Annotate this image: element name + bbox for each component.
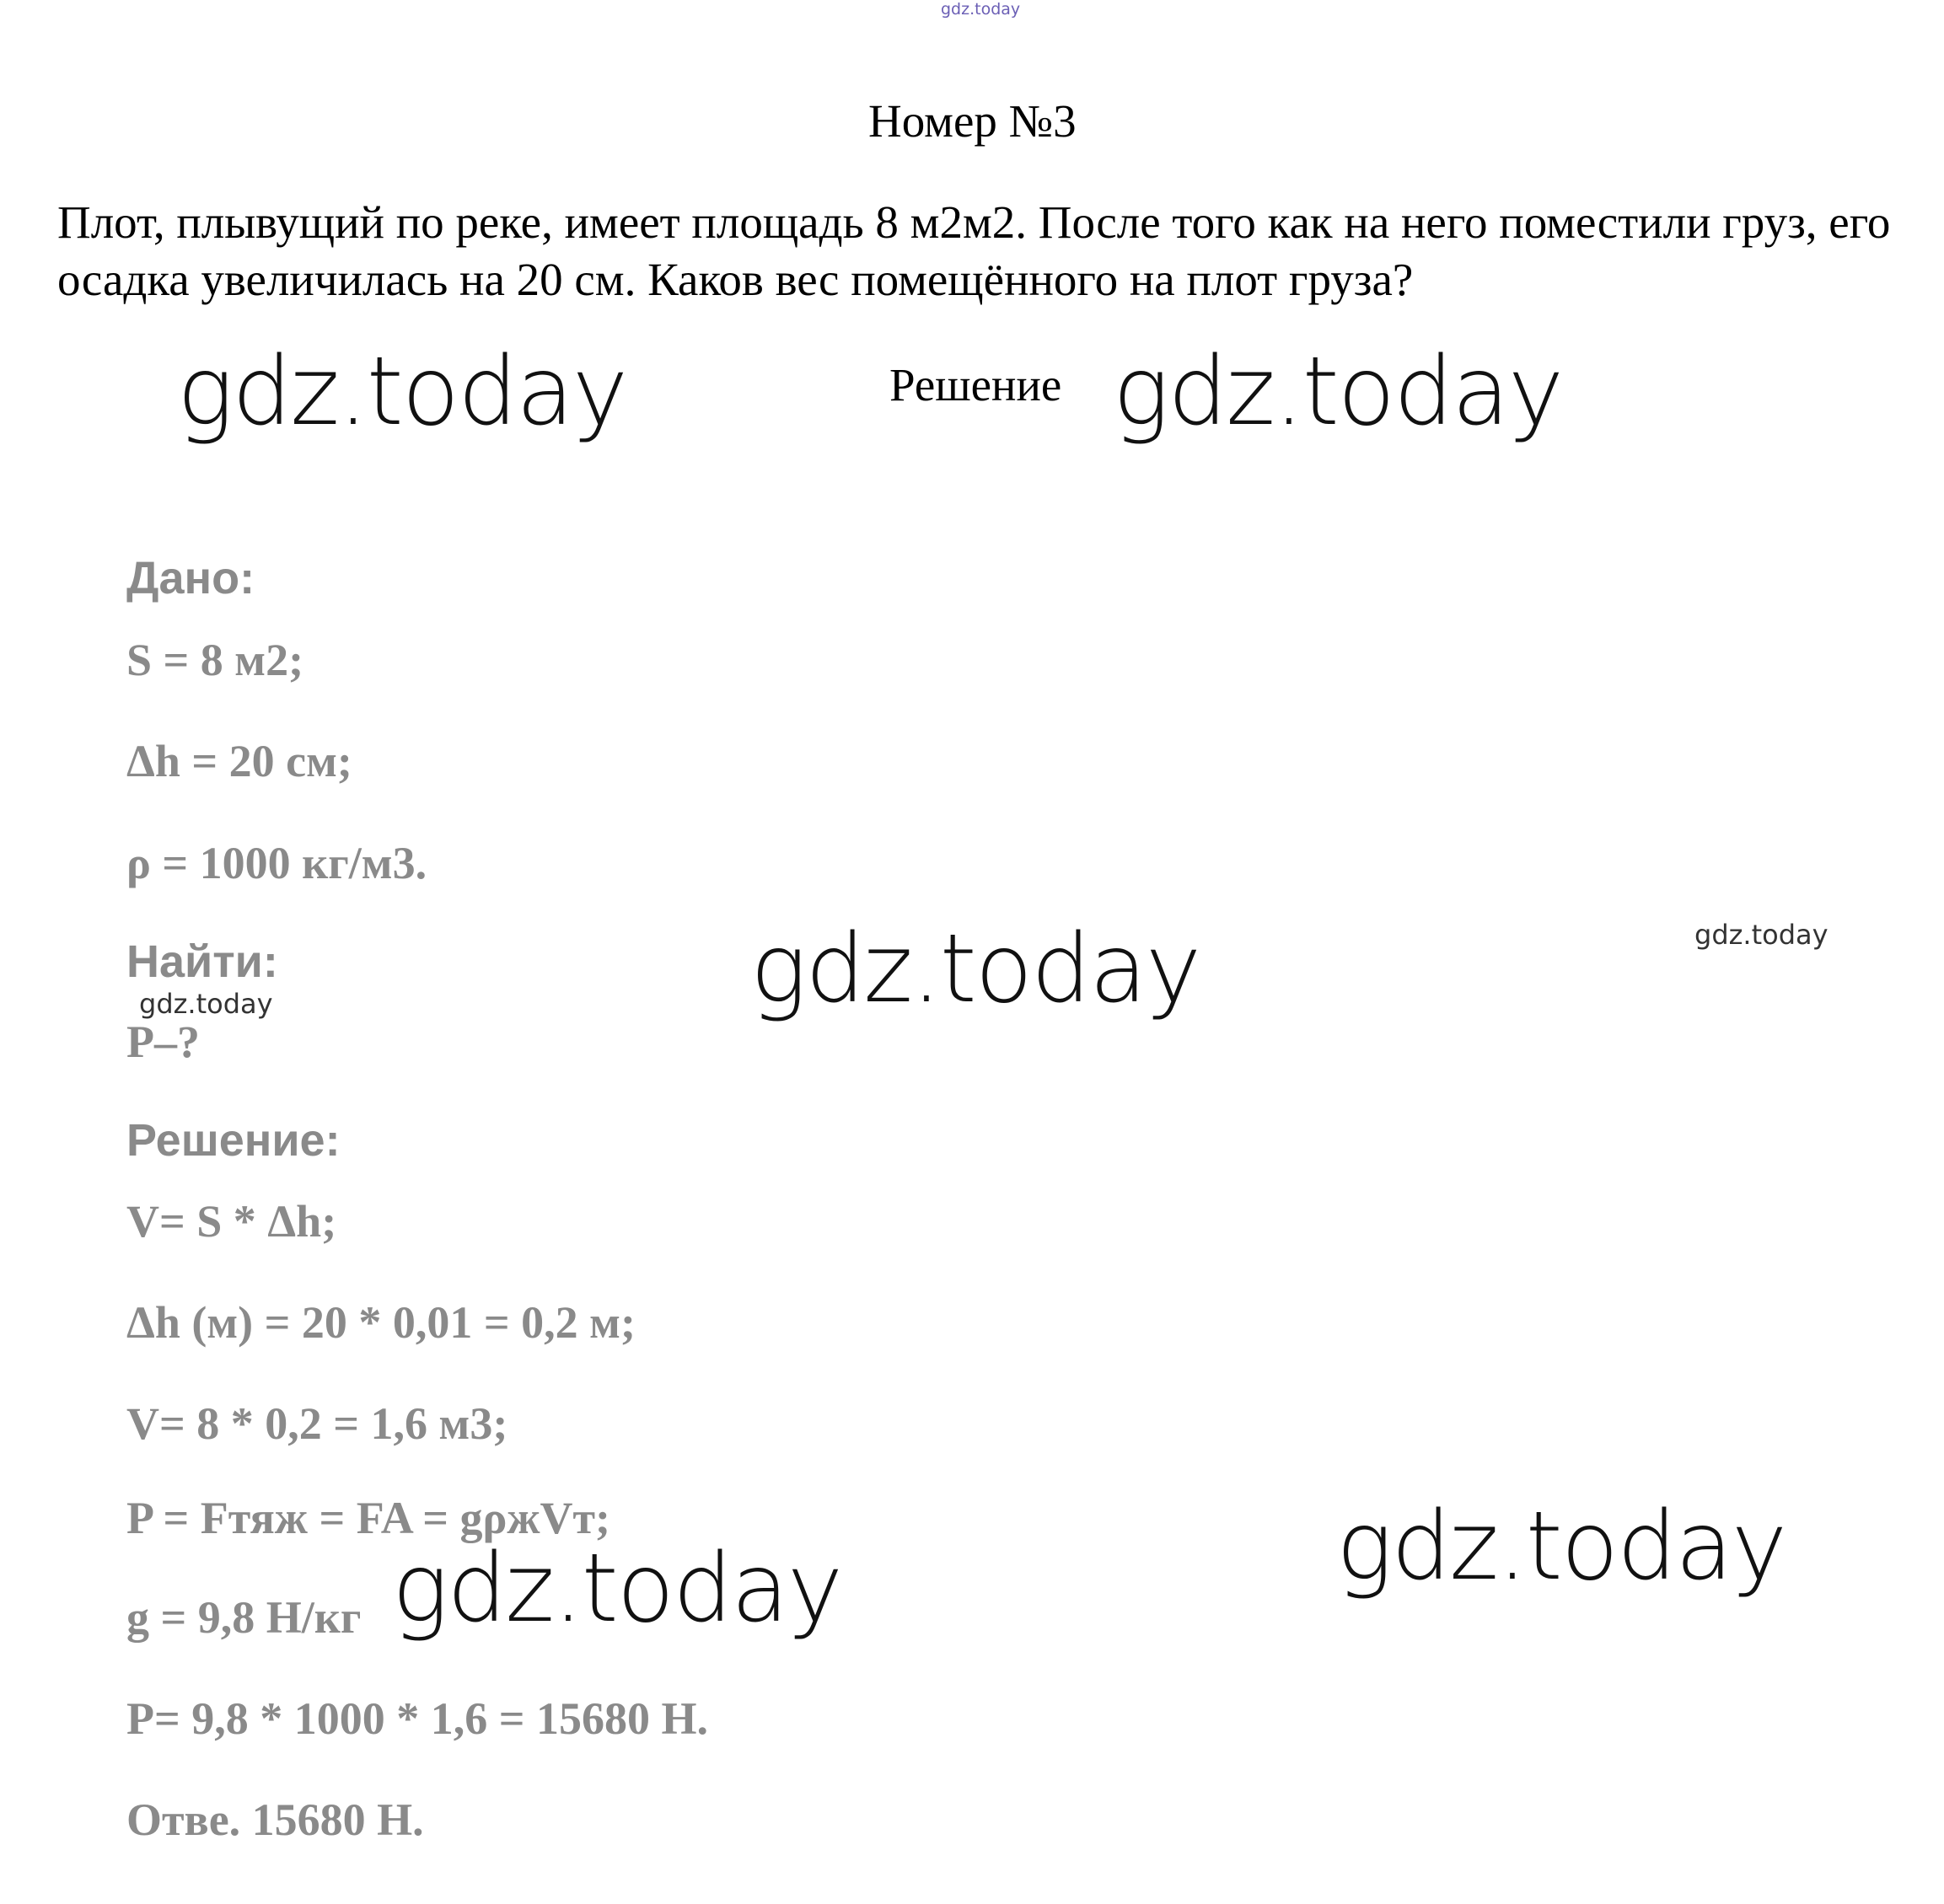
draft-conversion: Δh (м) = 20 * 0,01 = 0,2 м;: [126, 1297, 636, 1348]
weight-formula: P = Fтяж = FA = gρжVт;: [126, 1493, 611, 1543]
solution-label: Решение:: [126, 1115, 341, 1166]
weight-value: P= 9,8 * 1000 * 1,6 = 15680 Н.: [126, 1693, 709, 1744]
given-area: S = 8 м2;: [126, 635, 304, 685]
volume-formula: V= S * Δh;: [126, 1196, 337, 1247]
watermark-top: gdz.today: [941, 0, 1021, 19]
answer: Отве. 15680 Н.: [126, 1794, 424, 1845]
watermark-small-2: gdz.today: [139, 988, 273, 1020]
given-draft-change: Δh = 20 см;: [126, 736, 352, 786]
page-title: Номер №3: [868, 95, 1077, 147]
find-weight: P–?: [126, 1016, 200, 1067]
problem-text: Плот, плывущий по реке, имеет площадь 8 м2м2. После того как на него поместили груз, его осадка увеличилась на 20 см. Каков вес помещённого на плот груза?: [57, 196, 1891, 305]
given-label: Дано:: [126, 553, 255, 603]
watermark-5: gdz.today: [392, 1534, 842, 1644]
given-density: ρ = 1000 кг/м3.: [126, 838, 427, 888]
watermark-3: gdz.today: [750, 914, 1200, 1024]
watermark-small-1: gdz.today: [1694, 919, 1829, 951]
watermark-1: gdz.today: [177, 337, 627, 447]
gravity-value: g = 9,8 Н/кг: [126, 1592, 362, 1643]
find-label: Найти:: [126, 936, 278, 987]
solution-heading: Решение: [889, 359, 1062, 410]
volume-value: V= 8 * 0,2 = 1,6 м3;: [126, 1398, 508, 1449]
watermark-4: gdz.today: [1336, 1492, 1786, 1601]
watermark-2: gdz.today: [1113, 337, 1563, 447]
